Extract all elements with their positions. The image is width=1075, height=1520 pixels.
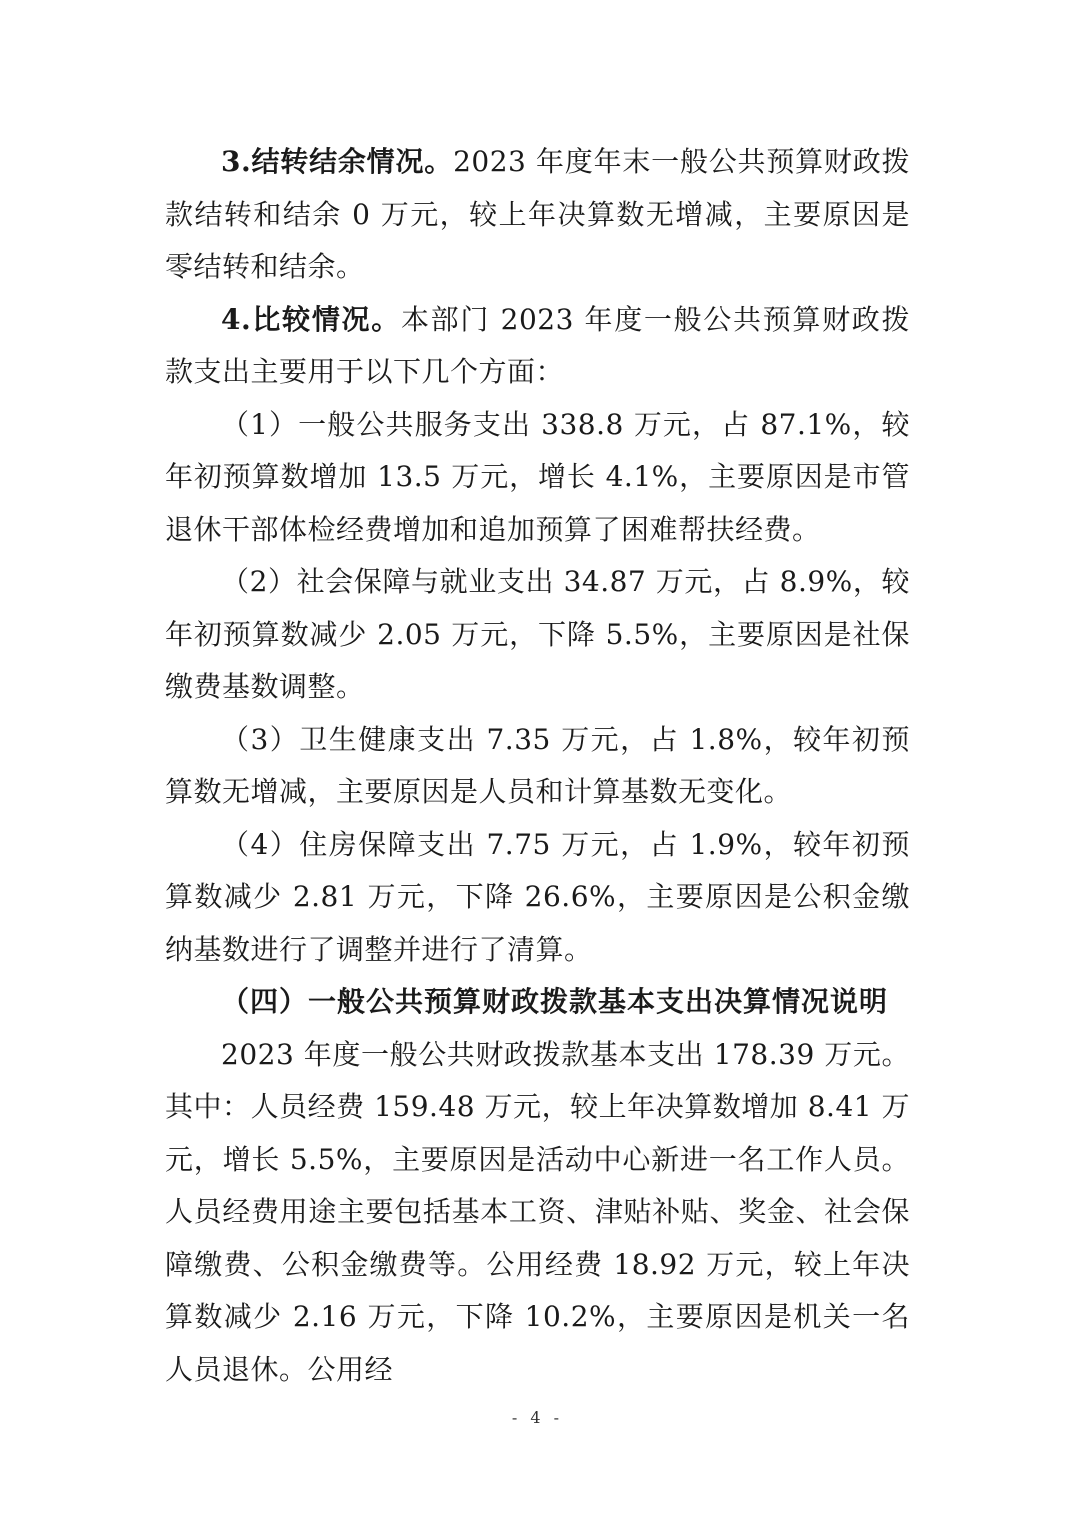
page-number: - 4 - [511,1408,564,1427]
paragraph-item-social-security [165,556,910,714]
paragraph-item-health [165,714,910,819]
paragraph-text: （3）卫生健康支出 7.35 万元，占 1.8%，较年初预算数无增减，主要原因是人员和计算基数无变化。 [165,722,910,808]
paragraph-comparison [165,294,910,399]
paragraph-text: （1）一般公共服务支出 338.8 万元，占 87.1%，较年初预算数增加 13.5 万元，增长 4.1%，主要原因是市管退休干部体检经费增加和追加预算了困难帮扶经费。 [165,407,911,546]
paragraph-lead: 4.比较情况。 [221,302,401,336]
paragraph-text: 2023 年度年末一般公共预算财政拨款结转和结余 0 万元，较上年决算数无增减，主要原因是零结转和结余。 [165,145,910,283]
paragraph-item-housing [165,819,910,977]
paragraph-carryover-balance [165,136,910,294]
paragraph-text: （4）住房保障支出 7.75 万元，占 1.9%，较年初预算数减少 2.81 万元，下降 26.6%，主要原因是公积金缴纳基数进行了调整并进行了清算。 [165,827,910,966]
document-body [165,136,910,1396]
paragraph-lead: 3.结转结余情况。 [221,145,454,178]
paragraph-text: 本部门 2023 年度一般公共预算财政拨款支出主要用于以下几个方面： [165,302,911,388]
paragraph-text: （2）社会保障与就业支出 34.87 万元，占 8.9%，较年初预算数减少 2.05 万元，下降 5.5%，主要原因是社保缴费基数调整。 [165,565,910,703]
paragraph-basic-expenditure: 2023 年度一般公共财政拨款基本支出 178.39 万元。其中：人员经费 159.48 万元，较上年决算数增加 8.41 万元，增长 5.5%，主要原因是活动中心新进一名工作人员。人员经费用途主要包括基本工资、津贴补贴、奖金、社会保障缴费、公积金缴费等。公用经费 18.92 万元，较上年决算数减少 2.16 万元，下降 10.2%，主要原因是机关一名人员退休。公用经 [165,1037,910,1386]
section-heading: （四）一般公共预算财政拨款基本支出决算情况说明 [221,985,889,1018]
paragraph-item-general-public-services [165,399,910,557]
